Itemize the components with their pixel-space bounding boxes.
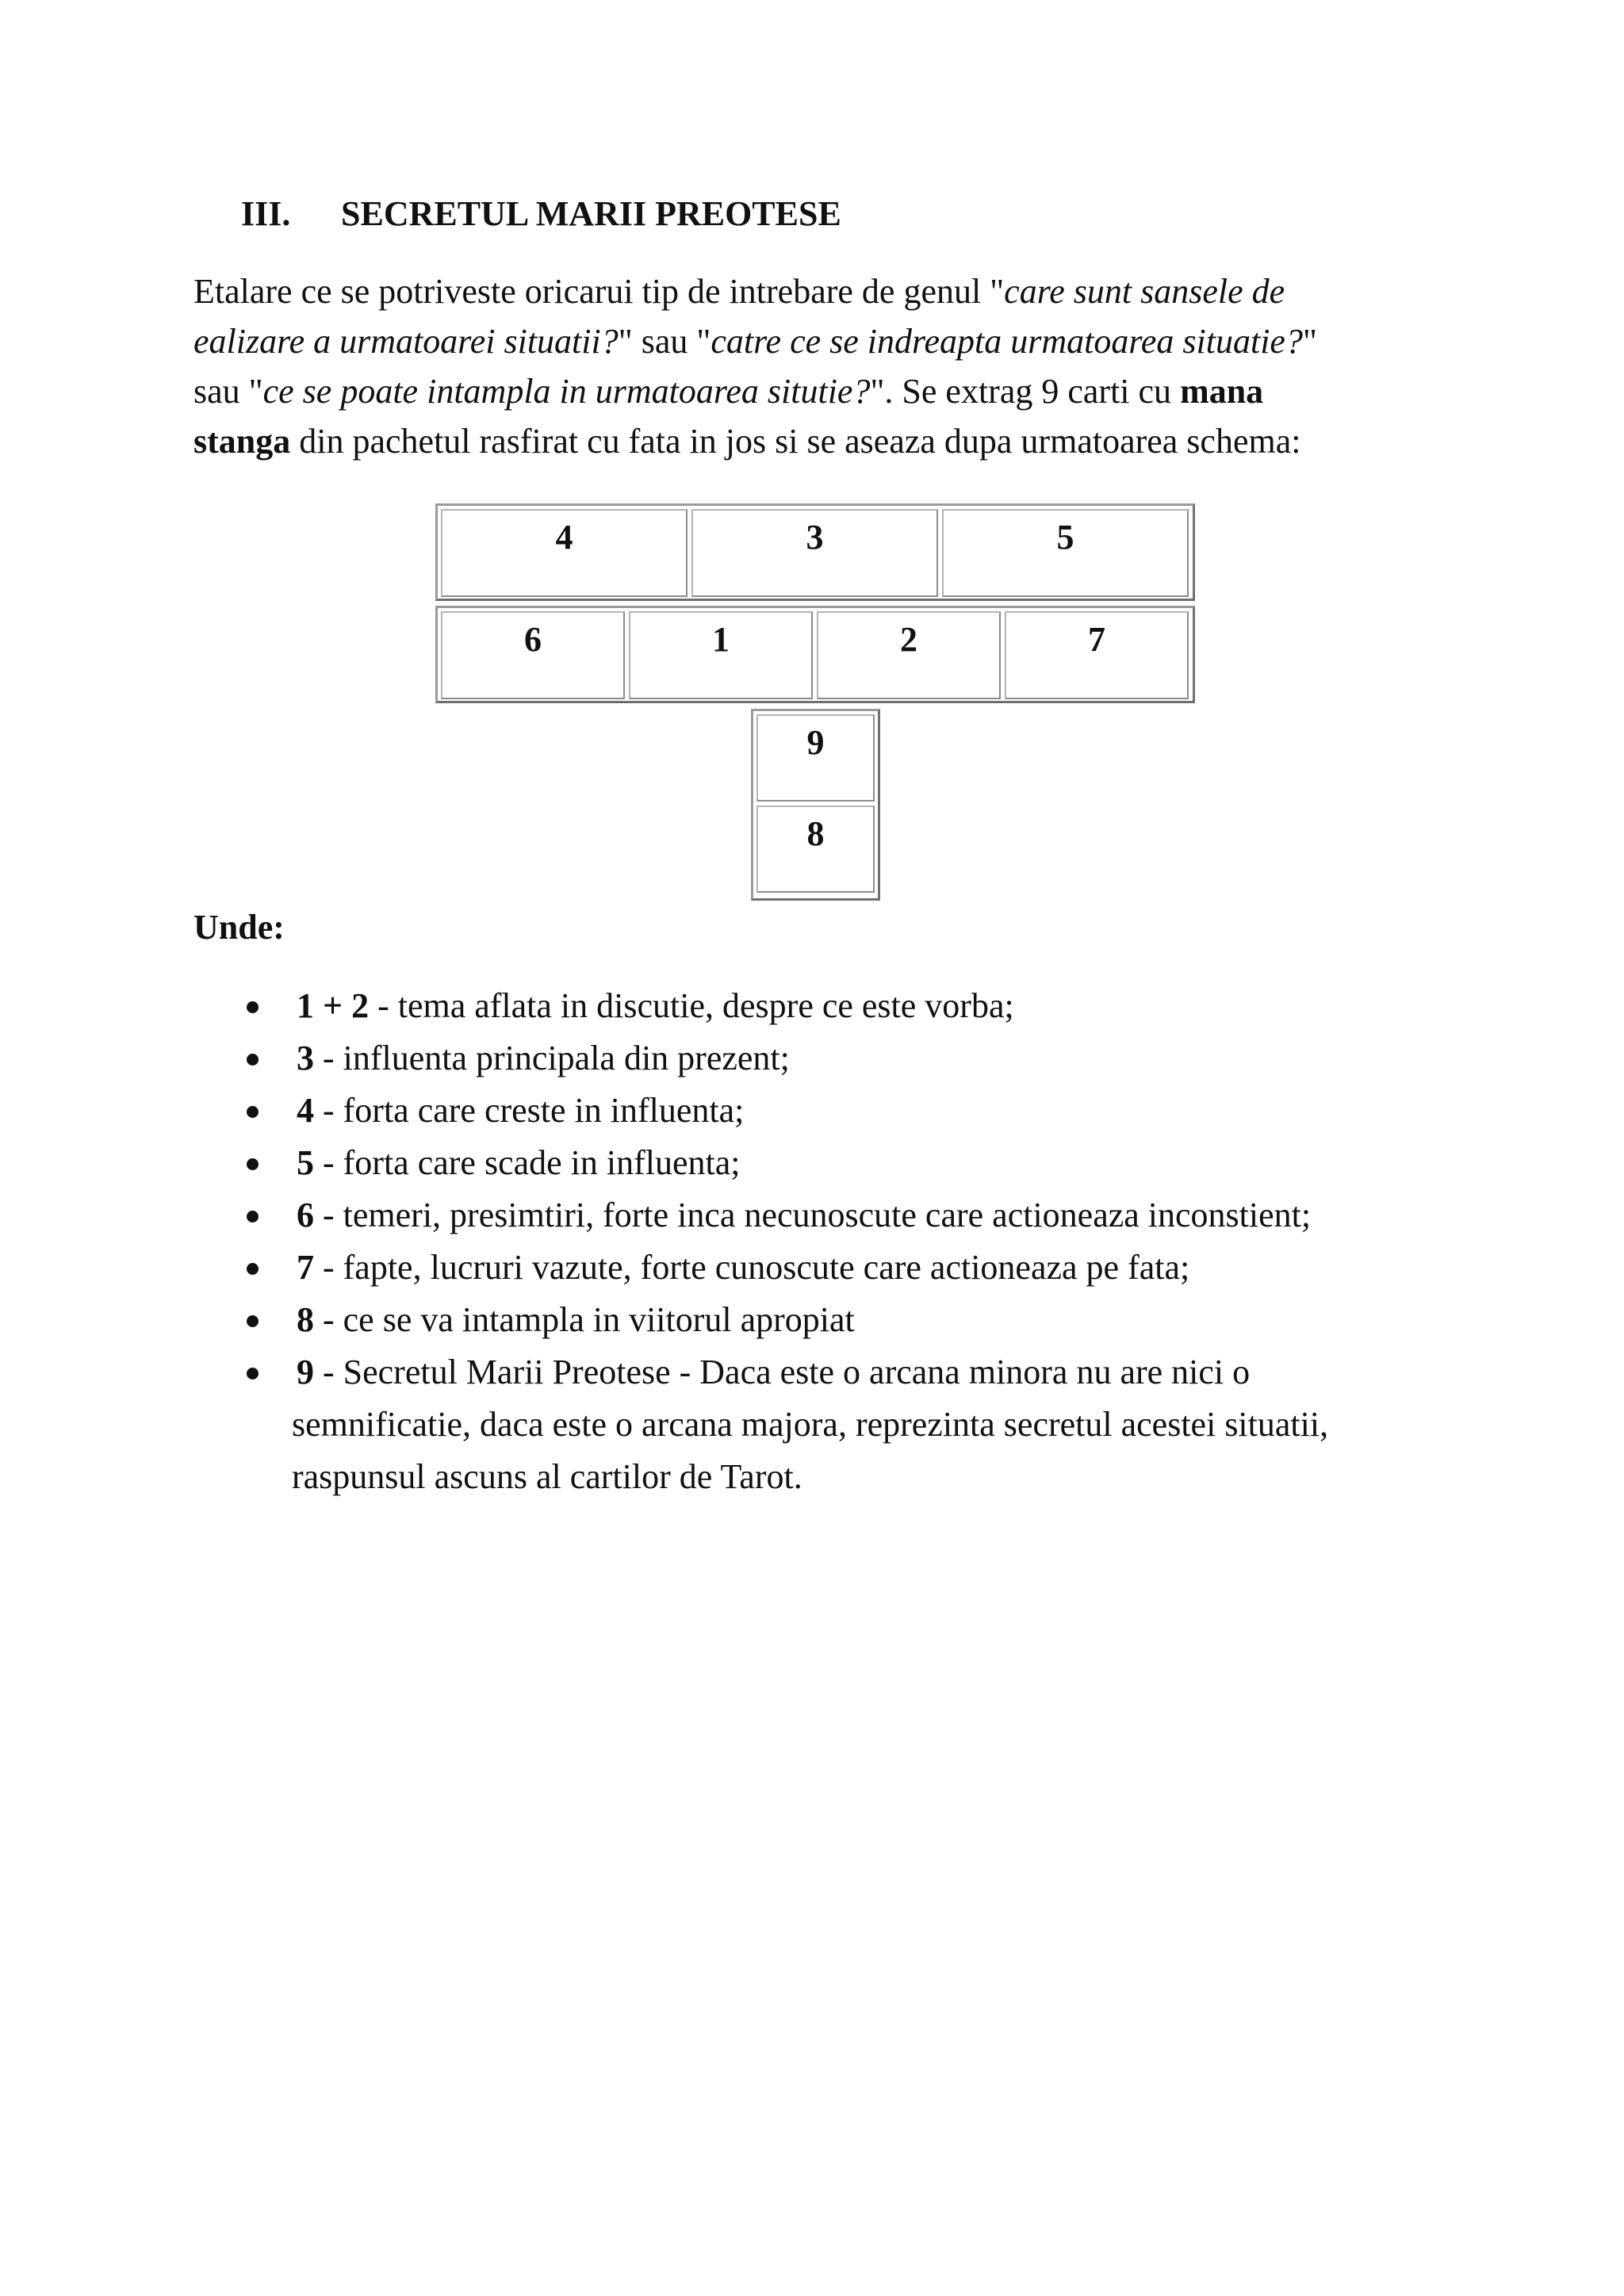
bullet-icon (247, 1158, 259, 1170)
list-item: 9 - Secretul Marii Preotese - Daca este o arcana minora nu are nici o semnificatie, daca este o arcana majora, reprezinta secretul acestei situatii, raspunsul ascuns al cartilor de Tarot. (193, 1346, 1494, 1503)
card-position-3: 3 (691, 509, 938, 597)
intro-text: din pachetul rasfirat cu fata in jos si se aseaza dupa urmatoarea schema: (290, 422, 1301, 461)
bullet-icon (247, 1001, 259, 1013)
intro-italic: ce se poate intampla in urmatoarea situtie? (262, 372, 871, 411)
list-item-continuation: raspunsul ascuns al cartilor de Tarot. (292, 1457, 802, 1496)
list-item: 7 - fapte, lucruri vazute, forte cunoscute care actioneaza pe fata; (193, 1242, 1494, 1294)
intro-italic: care sunt sansele de (1004, 272, 1285, 311)
list-item-continuation: semnificatie, daca este o arcana majora, reprezinta secretul acestei situatii, (292, 1405, 1329, 1444)
intro-bold: mana (1180, 372, 1264, 411)
intro-text: sau " (193, 372, 263, 411)
intro-paragraph (193, 266, 1462, 466)
card-position-5: 5 (942, 509, 1189, 597)
layout-row-top (435, 503, 1195, 601)
intro-line-2 (193, 316, 1462, 366)
card-position-4: 4 (441, 509, 688, 597)
intro-italic: catre ce se indreapta urmatoarea situatie? (710, 322, 1303, 361)
legend-list (193, 980, 1494, 1503)
layout-row-middle (435, 606, 1195, 703)
intro-bold: stanga (193, 422, 291, 461)
card-position-2: 2 (817, 611, 1001, 699)
bullet-icon (247, 1368, 259, 1380)
card-position-9: 9 (756, 714, 875, 802)
intro-text: Etalare ce se potriveste oricarui tip de intrebare de genul " (193, 272, 1005, 311)
layout-column-bottom (751, 709, 880, 901)
card-position-1: 1 (629, 611, 813, 699)
list-item: 5 - forta care scade in influenta; (193, 1137, 1494, 1189)
card-position-6: 6 (441, 611, 625, 699)
legend-heading: Unde: (193, 908, 285, 947)
intro-text: " sau " (618, 322, 711, 361)
bullet-icon (247, 1315, 259, 1327)
bullet-icon (247, 1263, 259, 1275)
intro-text: " (1302, 322, 1317, 361)
list-item: 8 - ce se va intampla in viitorul apropiat (193, 1294, 1494, 1346)
intro-text: ". Se extrag 9 carti cu (870, 372, 1181, 411)
intro-italic: ealizare a urmatoarei situatii? (193, 322, 619, 361)
section-heading (241, 190, 841, 238)
card-position-7: 7 (1005, 611, 1189, 699)
section-number: III. (241, 194, 291, 233)
section-title: SECRETUL MARII PREOTESE (341, 194, 841, 233)
bullet-icon (247, 1211, 259, 1223)
list-item: 3 - influenta principala din prezent; (193, 1032, 1494, 1085)
card-position-8: 8 (756, 806, 875, 893)
list-item: 6 - temeri, presimtiri, forte inca necunoscute care actioneaza inconstient; (193, 1189, 1494, 1242)
intro-line-3 (193, 366, 1462, 416)
list-item: 4 - forta care creste in influenta; (193, 1085, 1494, 1137)
intro-line-4 (193, 416, 1462, 466)
intro-line-1 (193, 266, 1462, 316)
list-item: 1 + 2 - tema aflata in discutie, despre ce este vorba; (193, 980, 1494, 1032)
bullet-icon (247, 1054, 259, 1066)
bullet-icon (247, 1106, 259, 1118)
